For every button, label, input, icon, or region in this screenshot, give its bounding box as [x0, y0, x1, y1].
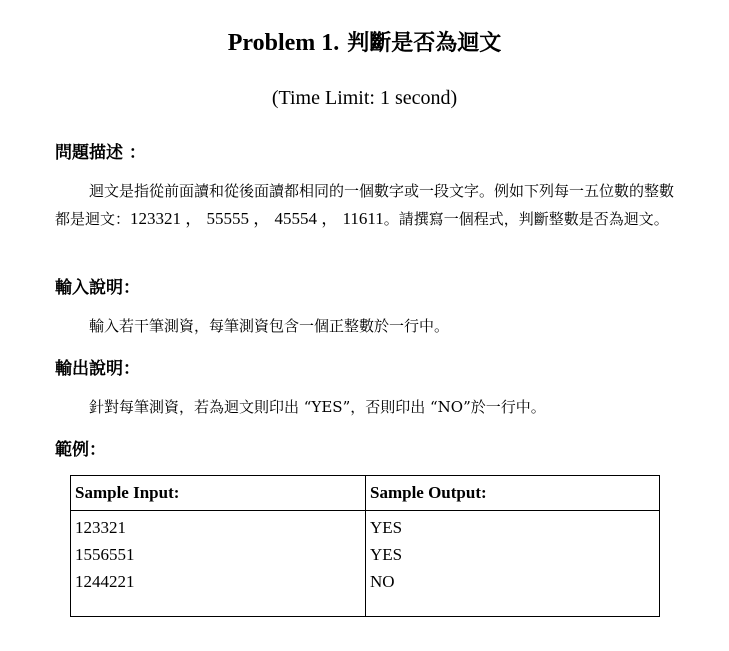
sample-table — [70, 475, 660, 617]
sample-output-cell — [366, 511, 660, 617]
sample-table-header — [71, 476, 660, 511]
problem-title — [0, 27, 729, 59]
output-text: 針對每筆測資，若為迴文則印出 “YES”，否則印出 “NO”於一行中。 — [89, 398, 546, 416]
sample-input-header: Sample Input: — [71, 476, 366, 511]
description-text-part1: 迴文是指從前面讀和從後面讀都相同的一個數字或一段文字。例如下列每一五位數的整數都是迴文： — [55, 182, 675, 228]
sample-table-body — [71, 511, 660, 617]
sample-input-line: 1556551 — [75, 545, 135, 564]
description-examples: 123321 ， 55555 ， 45554 ， 11611 — [130, 209, 384, 228]
time-limit: (Time Limit: 1 second) — [271, 87, 458, 109]
output-heading: 輸出說明： — [55, 359, 140, 379]
sample-input-line: 123321 — [75, 518, 126, 537]
input-heading: 輸入說明： — [55, 278, 140, 298]
sample-output-line: YES — [370, 545, 403, 564]
sample-input-cell — [71, 511, 366, 617]
description-text-part2: 。請撰寫一個程式，判斷整數是否為迴文。 — [383, 210, 669, 228]
sample-output-line: YES — [370, 518, 403, 537]
sample-input-line: 1244221 — [75, 572, 135, 591]
problem-title-en: Problem 1. — [227, 30, 340, 56]
sample-output-header: Sample Output: — [366, 476, 660, 511]
problem-title-zh: 判斷是否為迴文 — [347, 30, 502, 56]
sample-output-line: NO — [370, 572, 395, 591]
input-text: 輸入若干筆測資，每筆測資包含一個正整數於一行中。 — [89, 317, 450, 335]
example-heading: 範例： — [55, 440, 106, 460]
description-text — [55, 178, 680, 233]
description-heading: 問題描述 ： — [55, 143, 146, 163]
